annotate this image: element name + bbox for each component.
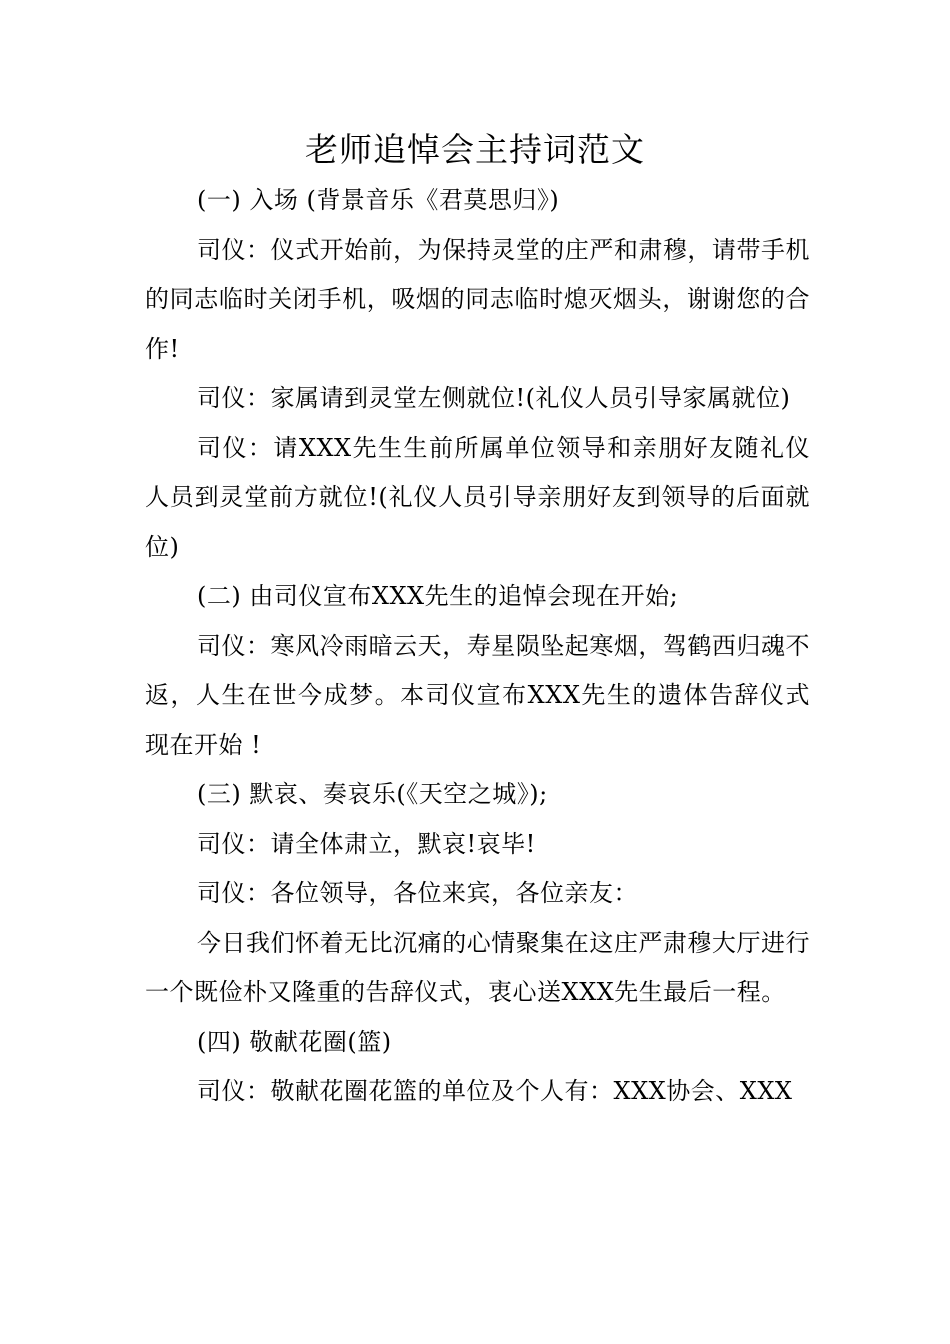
paragraph-silence: 司仪：请全体肃立，默哀!哀毕! bbox=[197, 829, 536, 858]
paragraph-guests-position: 司仪：请XXX先生生前所属单位领导和亲朋好友随礼仪人员到灵堂前方就位!(礼仪人员引导亲朋好友到领导的后面就位) bbox=[145, 433, 810, 561]
paragraph-phone-notice: 司仪：仪式开始前，为保持灵堂的庄严和肃穆，请带手机的同志临时关闭手机，吸烟的同志临时熄灭烟头，谢谢您的合作! bbox=[145, 235, 810, 363]
document-body bbox=[145, 176, 810, 1117]
paragraph-section-1-heading: (一) 入场 (背景音乐《君莫思归》) bbox=[197, 186, 560, 214]
paragraph-section-3-heading: (三) 默哀、奏哀乐(《天空之城》); bbox=[197, 780, 548, 808]
paragraph-section-2-heading: (二) 由司仪宣布XXX先生的追悼会现在开始; bbox=[197, 582, 679, 610]
paragraph-family-position: 司仪：家属请到灵堂左侧就位!(礼仪人员引导家属就位) bbox=[197, 384, 791, 412]
document-title: 老师追悼会主持词范文 bbox=[305, 130, 645, 169]
paragraph-opening-poem: 司仪：寒风冷雨暗云天，寿星陨坠起寒烟，驾鹤西归魂不返，人生在世今成梦。本司仪宣布XXX先生的遗体告辞仪式现在开始 ! bbox=[145, 631, 810, 759]
paragraph-section-4-heading: (四) 敬献花圈(篮) bbox=[197, 1027, 392, 1056]
paragraph-wreath-list: 司仪：敬献花圈花篮的单位及个人有：XXX协会、XXX bbox=[197, 1077, 793, 1105]
paragraph-greeting: 司仪：各位领导，各位来宾，各位亲友： bbox=[197, 879, 638, 907]
paragraph-gathering: 今日我们怀着无比沉痛的心情聚集在这庄严肃穆大厅进行一个既俭朴又隆重的告辞仪式，衷心送XXX先生最后一程。 bbox=[145, 928, 810, 1006]
